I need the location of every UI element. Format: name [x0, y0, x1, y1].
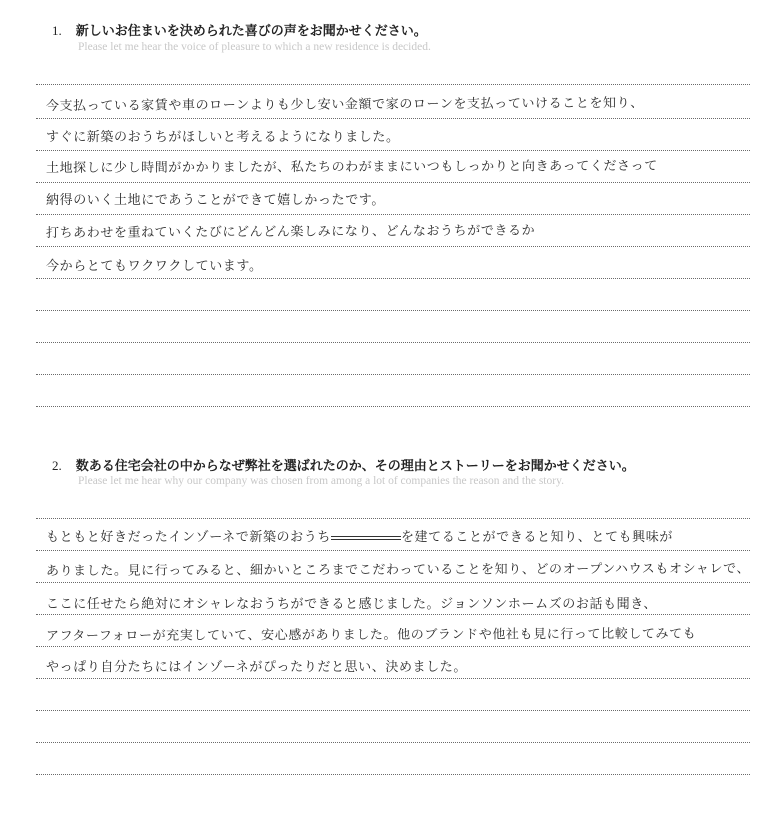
question-2-subtitle: Please let me hear why our company was chosen from among a lot of companies the reason and the story. — [78, 475, 564, 487]
ruled-line — [36, 84, 750, 85]
ruled-line — [36, 678, 750, 679]
ruled-line — [36, 374, 750, 375]
answer-2-line-1-part-1: もともと好きだったインゾーネで新築のおうち — [46, 530, 331, 545]
ruled-line — [36, 278, 750, 279]
answer-2-line-3: ここに任せたら絶対にオシャレなおうちができると感じました。ジョンソンホームズのお話も聞き、 — [46, 597, 657, 612]
ruled-line — [36, 214, 750, 215]
ruled-line — [36, 342, 750, 343]
ruled-line — [36, 150, 750, 151]
answer-2-line-4: アフターフォローが充実していて、安心感がありました。他のブランドや他社も見に行って比較してみても — [45, 626, 697, 644]
question-2-number: 2. — [52, 458, 62, 473]
question-1-subtitle: Please let me hear the voice of pleasure to which a new residence is decided. — [78, 41, 431, 53]
ruled-line — [36, 614, 750, 615]
ruled-line — [36, 646, 750, 647]
question-2-text: 数ある住宅会社の中からなぜ弊社を選ばれたのか、その理由とストーリーをお聞かせください。 — [75, 459, 635, 474]
ruled-line — [36, 774, 750, 775]
answer-2-line-1 — [46, 526, 673, 545]
ruled-line — [36, 182, 750, 183]
answer-1-line-1: 今支払っている家賃や車のローンよりも少し安い金額で家のローンを支払っていけることを知り、 — [45, 95, 644, 114]
strikethrough-correction — [331, 534, 401, 542]
answer-1-line-5: 打ちあわせを重ねていくたびにどんどん楽しみになり、どんなおうちができるか — [45, 223, 536, 241]
question-2-title — [52, 455, 635, 474]
answer-1-line-6: 今からとてもワクワクしています。 — [46, 259, 263, 274]
ruled-line — [36, 742, 750, 743]
ruled-line — [36, 550, 750, 551]
answer-2-line-2: ありました。見に行ってみると、細かいところまでこだわっていることを知り、どのオープンハウスもオシャレで、 — [45, 561, 751, 579]
question-1-title — [52, 20, 427, 39]
ruled-line — [36, 710, 750, 711]
ruled-line — [36, 310, 750, 311]
ruled-line — [36, 582, 750, 583]
answer-1-line-3: 土地探しに少し時間がかかりましたが、私たちのわがままにいつもしっかりと向きあってくださって — [45, 158, 658, 176]
ruled-line — [36, 118, 750, 119]
ruled-line — [36, 406, 750, 407]
ruled-line — [36, 246, 750, 247]
answer-1-line-4: 納得のいく土地にであうことができて嬉しかったです。 — [46, 193, 385, 208]
ruled-line — [36, 518, 750, 519]
question-1-number: 1. — [52, 23, 62, 38]
answer-2-line-5: やっぱり自分たちにはインゾーネがぴったりだと思い、決めました。 — [46, 660, 467, 675]
answer-1-line-2: すぐに新築のおうちがほしいと考えるようになりました。 — [46, 130, 400, 145]
question-1-text: 新しいお住まいを決められた喜びの声をお聞かせください。 — [75, 24, 427, 39]
answer-2-line-1-part-2: を建てることができると知り、とても興味が — [400, 530, 673, 545]
